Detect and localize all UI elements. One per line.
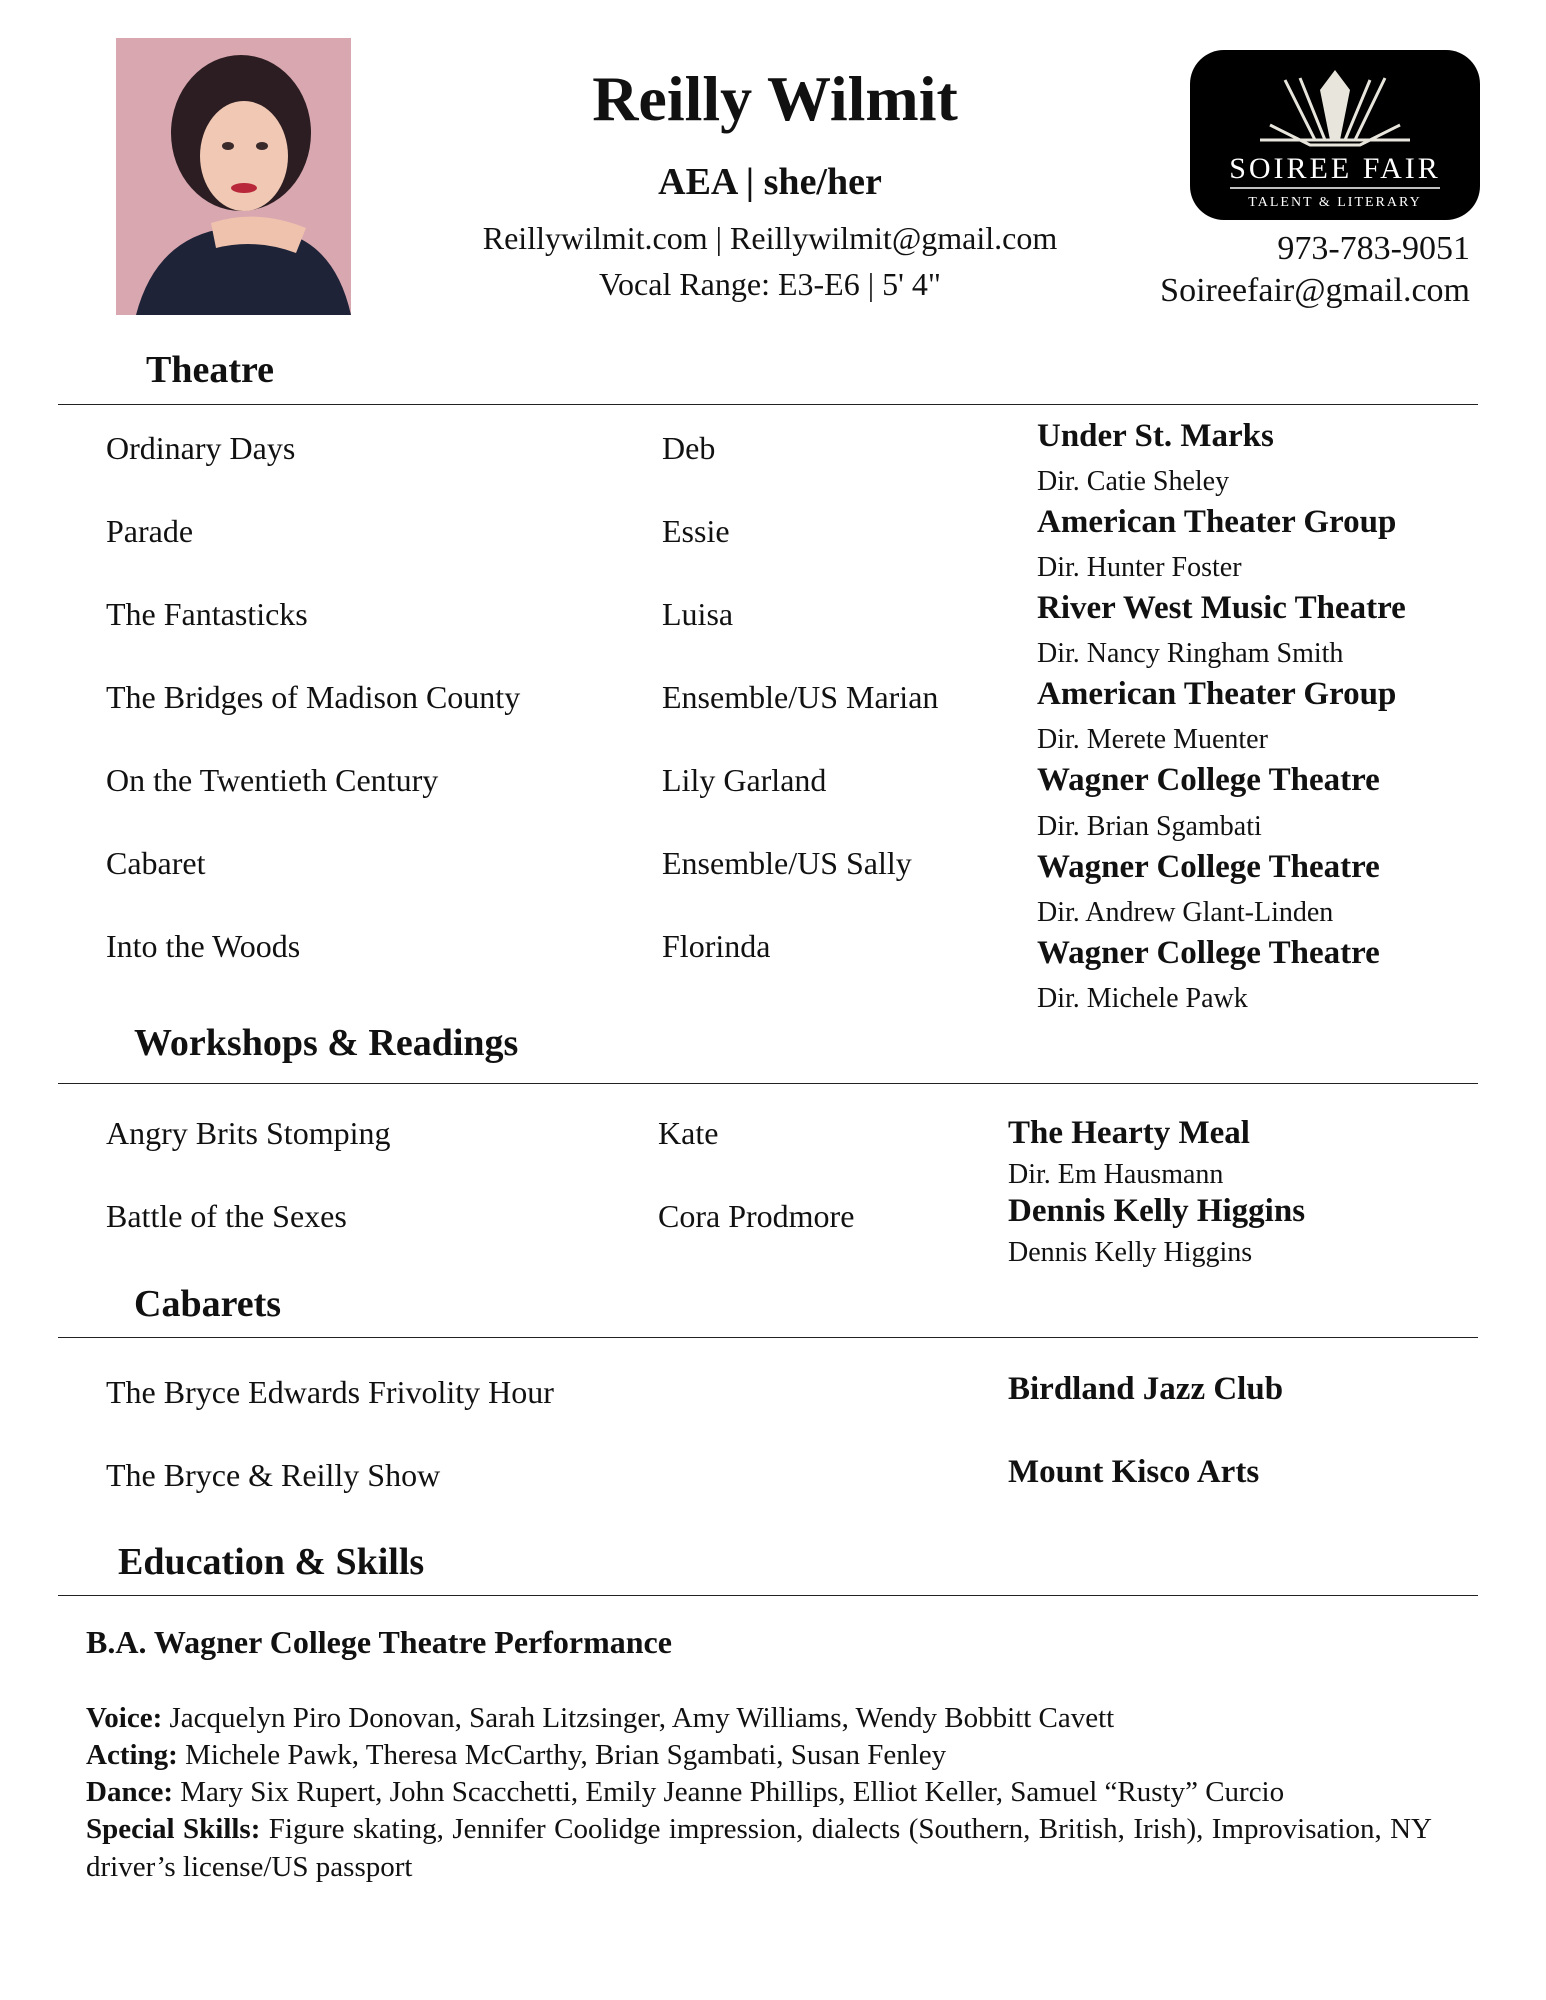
- role: Cora Prodmore: [658, 1198, 855, 1234]
- training-teachers: Jacquelyn Piro Donovan, Sarah Litzsinger, Amy Williams, Wendy Bobbitt Cavett: [169, 1702, 1115, 1734]
- training-teachers: Mary Six Rupert, John Scacchetti, Emily Jeanne Phillips, Elliot Keller, Samuel “Rusty” Curcio: [180, 1776, 1285, 1808]
- director: Dennis Kelly Higgins: [1008, 1237, 1253, 1268]
- role: Kate: [658, 1115, 719, 1151]
- director: Dir. Merete Muenter: [1037, 724, 1268, 755]
- show-title: Angry Brits Stomping: [106, 1115, 391, 1151]
- agency-email: Soireefair@gmail.com: [1160, 272, 1470, 309]
- section-divider: [58, 404, 1478, 405]
- training-teachers: Michele Pawk, Theresa McCarthy, Brian Sgambati, Susan Fenley: [185, 1739, 947, 1771]
- special-skills: [86, 1811, 1432, 1886]
- role: Deb: [662, 430, 716, 466]
- venue: River West Music Theatre: [1037, 590, 1406, 626]
- headshot-photo: [116, 38, 351, 315]
- skills-list: Figure skating, Jennifer Coolidge impression, dialects (Southern, British, Irish), Improvisation, NY driver’s license/US passport: [86, 1813, 1433, 1883]
- show-title: Parade: [106, 513, 194, 549]
- director: Dir. Nancy Ringham Smith: [1037, 638, 1344, 669]
- venue: Mount Kisco Arts: [1008, 1454, 1260, 1490]
- agency-phone: 973-783-9051: [1277, 230, 1470, 267]
- agency-logo-text: SOIREE FAIR: [1229, 152, 1441, 185]
- venue: Wagner College Theatre: [1037, 935, 1380, 971]
- venue: Birdland Jazz Club: [1008, 1371, 1284, 1407]
- role: Luisa: [662, 596, 734, 632]
- contact-line: Reillywilmit.com | Reillywilmit@gmail.com: [482, 220, 1058, 256]
- show-title: The Bryce & Reilly Show: [106, 1457, 441, 1493]
- vocal-range: Vocal Range: E3-E6 | 5' 4": [599, 266, 941, 302]
- show-title: Battle of the Sexes: [106, 1198, 347, 1234]
- section-title-theatre: Theatre: [146, 349, 275, 391]
- director: Dir. Brian Sgambati: [1037, 811, 1262, 842]
- actor-name-text: Reilly Wilmit: [592, 63, 958, 134]
- role: Lily Garland: [662, 762, 827, 798]
- role: Essie: [662, 513, 730, 549]
- agency-logo-subtext: TALENT & LITERARY: [1248, 195, 1422, 210]
- role: Ensemble/US Marian: [662, 679, 939, 715]
- show-title: On the Twentieth Century: [106, 762, 439, 798]
- agency-logo: [1190, 50, 1480, 220]
- section-title-education: Education & Skills: [118, 1541, 425, 1583]
- training-label: Dance:: [86, 1776, 173, 1808]
- venue: Under St. Marks: [1037, 418, 1274, 454]
- role: Ensemble/US Sally: [662, 845, 912, 881]
- show-title: The Bridges of Madison County: [106, 679, 521, 715]
- training-acting: [86, 1737, 1432, 1775]
- training-dance: [86, 1774, 1432, 1812]
- section-divider: [58, 1337, 1478, 1338]
- section-title-workshops: Workshops & Readings: [134, 1022, 519, 1064]
- training-voice: [86, 1700, 1432, 1738]
- union-pronouns: AEA | she/her: [658, 161, 882, 203]
- section-divider: [58, 1083, 1478, 1084]
- show-title: Into the Woods: [106, 928, 301, 964]
- show-title: Ordinary Days: [106, 430, 296, 466]
- director: Dir. Catie Sheley: [1037, 466, 1230, 497]
- show-title: The Bryce Edwards Frivolity Hour: [106, 1374, 554, 1410]
- director: Dir. Andrew Glant-Linden: [1037, 897, 1334, 928]
- training-label: Acting:: [86, 1739, 178, 1771]
- training-label: Voice:: [86, 1702, 163, 1734]
- degree: B.A. Wagner College Theatre Performance: [86, 1624, 672, 1660]
- venue: American Theater Group: [1037, 676, 1397, 712]
- training-label: Special Skills:: [86, 1813, 261, 1845]
- director: Dir. Hunter Foster: [1037, 552, 1242, 583]
- role: Florinda: [662, 928, 771, 964]
- director: Dir. Em Hausmann: [1008, 1159, 1224, 1190]
- venue: Wagner College Theatre: [1037, 762, 1380, 798]
- show-title: The Fantasticks: [106, 596, 308, 632]
- show-title: Cabaret: [106, 845, 206, 881]
- director: Dir. Michele Pawk: [1037, 983, 1248, 1014]
- venue: American Theater Group: [1037, 504, 1397, 540]
- section-divider: [58, 1595, 1478, 1596]
- venue: The Hearty Meal: [1008, 1115, 1250, 1151]
- venue: Dennis Kelly Higgins: [1008, 1193, 1306, 1229]
- venue: Wagner College Theatre: [1037, 849, 1380, 885]
- section-title-cabarets: Cabarets: [134, 1283, 282, 1325]
